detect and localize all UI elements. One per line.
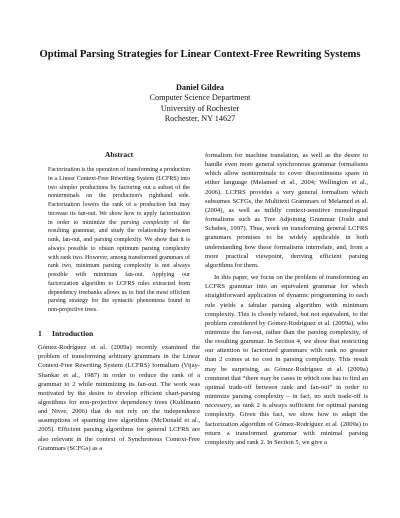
author-city: Rochester, NY 14627 xyxy=(164,114,236,124)
author-department: Computer Science Department xyxy=(149,93,251,103)
section-number: 1 xyxy=(38,328,42,338)
abstract-text-2: of the resulting grammar, and study the relationship between rank, fan-out, and parsing complexity. We show that it is always possible to obtain optimum parsing complexity with rank two. However, among transformed grammars of rank two, minimum parsing complexity is not always possible with minimum fan-out. Applying our factorization algorithm to LCFRS rules extracted from dependency treebanks allows us to find the most efficient parsing strategy for the syntactic phenomena found in non-projective trees. xyxy=(48,219,190,314)
paper-title: Optimal Parsing Strategies for Linear Context-Free Rewriting Systems xyxy=(39,49,361,60)
intro-paragraph: Gómez-Rodríguez et al. (2009a) recently examined the problem of transforming arbitrary grammars in the Linear Context-Free Rewriting System (LCFRS) formalism (Vijay-Shankar et al., 1987) in order to reduce the rank of a grammar to 2 while minimizing its fan-out. The work was motivated by the desire to develop efficient chart-parsing algorithms for non-projective dependency trees (Kuhlmann and Nivre, 2006) that do not rely on the independence assumptions of spanning tree algorithms (McDonald et al., 2005). Efficient parsing algorithms for general LCFRS are also relevant in the context of Synchronous Context-Free Grammars (SCFGs) as a xyxy=(38,344,200,452)
author-name: Daniel Gildea xyxy=(176,83,224,92)
author-block xyxy=(0,83,400,125)
body-text-2a: In this paper, we focus on the problem of transforming an LCFRS grammar into an equivalent grammar for which straightforward application of dynamic programming to each rule yields a tabular parsing algorithm with minimum complexity. This is closely related, but not equivalent, to the problem considered by Gómez-Rodríguez et al. (2009a), who minimize the fan-out, rather than the parsing complexity, of the resulting grammar. In Section 4, we show that restricting our attention to factorized grammars with rank no greater than 2 comes at no cost in parsing complexity. This result may be surprising, as Gómez-Rodríguez et al. (2009a) comment that “there may be cases in which one has to find an optimal trade-off between rank and fan-out” in order to minimize parsing complexity – in fact, no such trade-off is xyxy=(205,274,368,401)
abstract-emphasis: parsing complexity xyxy=(120,219,170,226)
body-paragraph-2 xyxy=(205,273,368,447)
body-text-2b: , as rank 2 is always sufficient for optimal parsing complexity. Given this fact, we show how to adapt the factorization algorithm of Gómez-Rodríguez et al. (2009a) to return a transformed grammar with minimal parsing complexity and rank 2. In Section 5, we give a xyxy=(205,402,368,446)
body-paragraph-1: formalism for machine translation, as well as the desire to handle even more general synchronous grammar formalisms which allow nonterminals to cover discontinuous spans in either language (Melamed et al., 2004; Wellington et al., 2006). LCFRS provides a very general formalism which subsumes SCFGs, the Multitext Grammars of Melamed et al. (2004), as well as mildly context-sensitive monolingual formalisms such as Tree Adjoining Grammar (Joshi and Schabes, 1997). Thus, work on transforming general LCFRS grammars promises to be widely applicable in both understanding how these formalisms interrelate, and, from a more practical viewpoint, deriving efficient parsing algorithms for them. xyxy=(205,152,368,269)
author-university: University of Rochester xyxy=(160,103,240,113)
section-title: Introduction xyxy=(52,328,94,338)
section-heading-introduction xyxy=(38,329,200,338)
abstract-body xyxy=(38,166,200,315)
body-emphasis: necessary xyxy=(205,402,231,410)
left-column xyxy=(38,150,200,453)
abstract-heading: Abstract xyxy=(104,150,134,159)
abstract-paragraph xyxy=(48,166,190,315)
abstract-text-1: Factorization is the operation of transforming a production in a Linear Context-Free Rewriting System (LCFRS) into two simpler productions by factoring out a subset of the nonterminals on the production's righthand side. Factorization lowers the rank of a production but may increase its fan-out. We show how to apply factorization in order to minimize the xyxy=(48,167,190,226)
right-column xyxy=(205,151,368,447)
